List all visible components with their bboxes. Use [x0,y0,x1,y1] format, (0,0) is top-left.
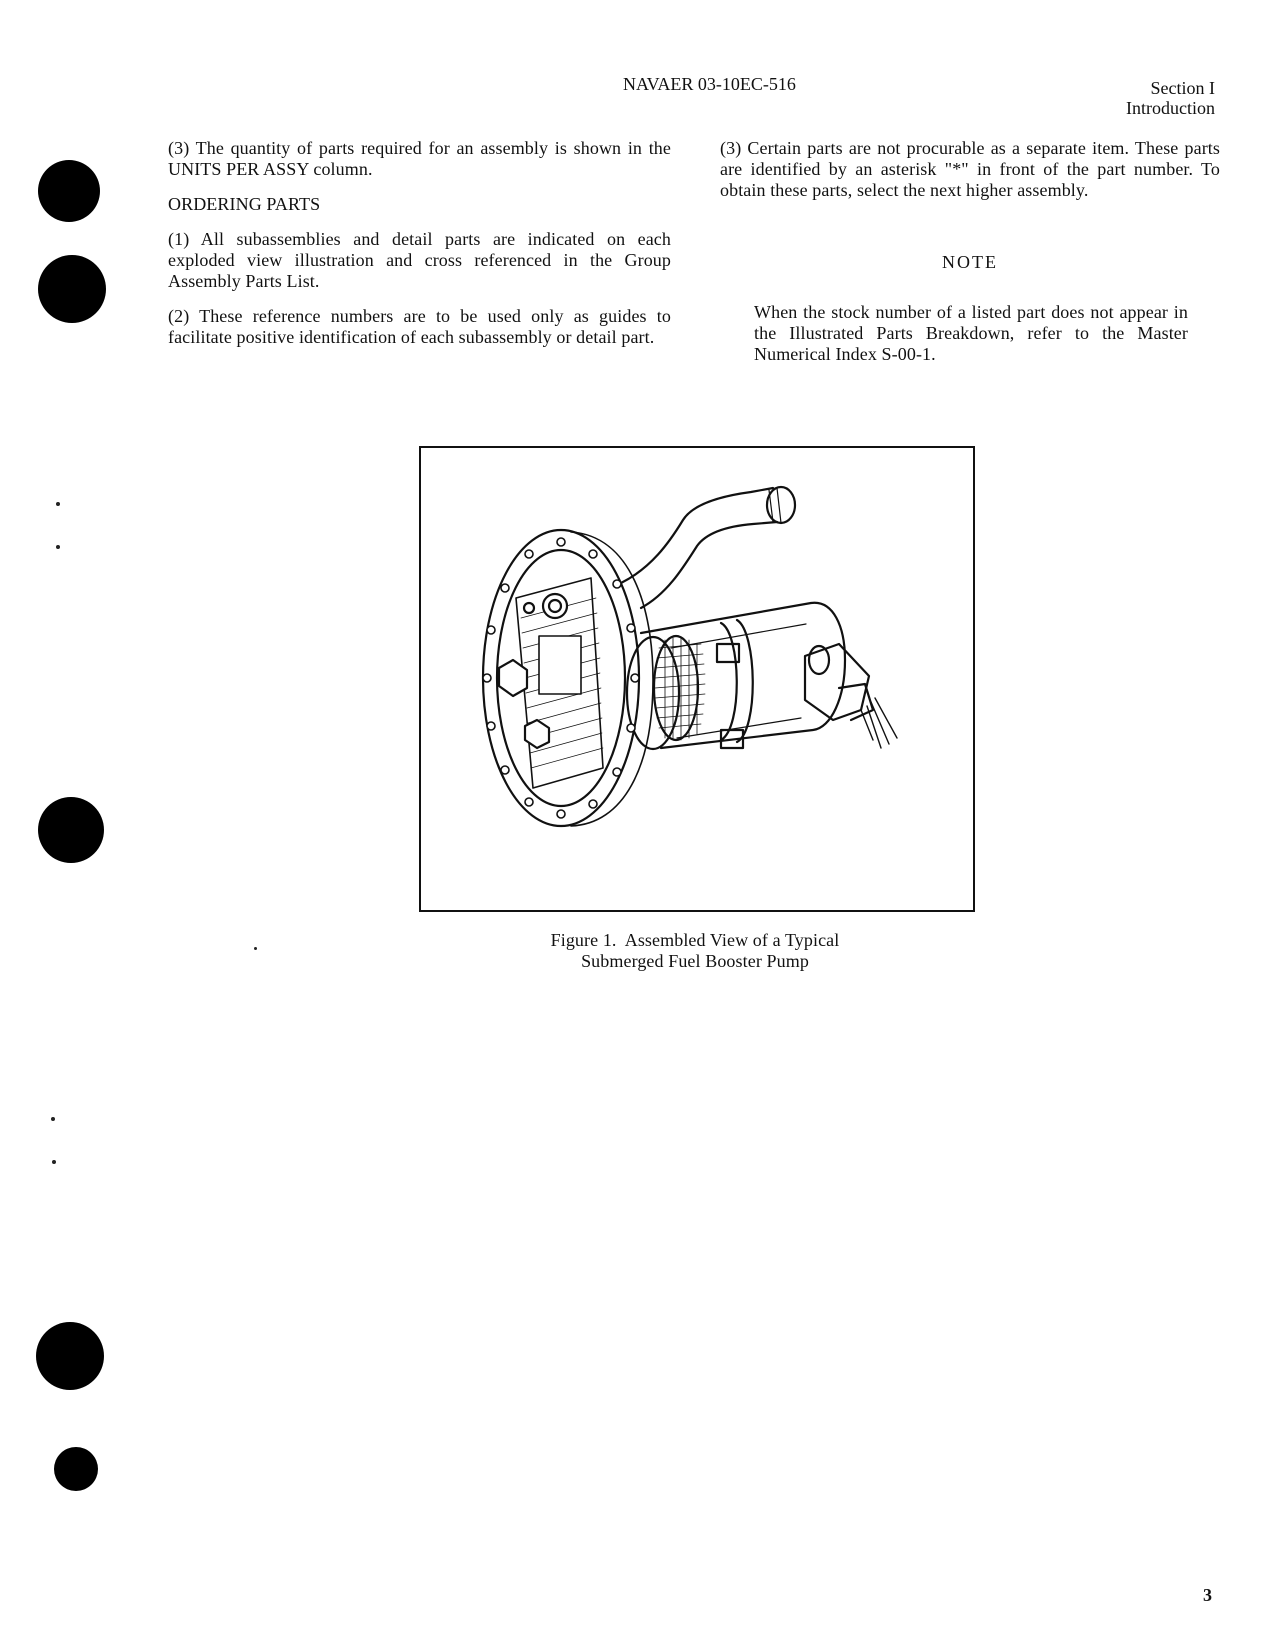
paragraph-reference-numbers: (2) These reference numbers are to be used only as guides to facilitate positive identification of each subassembly or detail part. [168,306,671,347]
section-title: Introduction [1126,98,1215,118]
note-title: NOTE [942,252,998,272]
left-column [168,138,671,362]
binder-hole-4 [36,1322,104,1390]
fuel-booster-pump-illustration [421,448,973,910]
paragraph-quantity: (3) The quantity of parts required for an assembly is shown in the UNITS PER ASSY column. [168,138,671,179]
figure-caption-line-2: Submerged Fuel Booster Pump [581,951,809,971]
figure-frame [419,446,975,912]
speck [56,502,60,506]
right-column [720,138,1220,215]
paragraph-procurable: (3) Certain parts are not procurable as a separate item. These parts are identified by an asterisk "*" in front of the part number. To obtain these parts, select the next higher assembly. [720,138,1220,200]
binder-hole-2 [38,255,106,323]
ordering-parts-heading: ORDERING PARTS [168,194,321,214]
speck [254,947,257,950]
speck [56,545,60,549]
document-number: NAVAER 03-10EC-516 [623,74,796,94]
paragraph-subassemblies: (1) All subassemblies and detail parts are indicated on each exploded view illustration and cross referenced in the Group Assembly Parts List. [168,229,671,291]
section-label: Section I [1150,78,1215,98]
speck [51,1117,55,1121]
note-text: When the stock number of a listed part does not appear in the Illustrated Parts Breakdown, refer to the Master Numerical Index S-00-1. [754,302,1188,364]
page-number: 3 [1203,1585,1212,1605]
speck [52,1160,56,1164]
binder-hole-5 [54,1447,98,1491]
figure-caption-line-1: Figure 1. Assembled View of a Typical [550,930,840,950]
binder-hole-1 [38,160,100,222]
binder-hole-3 [38,797,104,863]
